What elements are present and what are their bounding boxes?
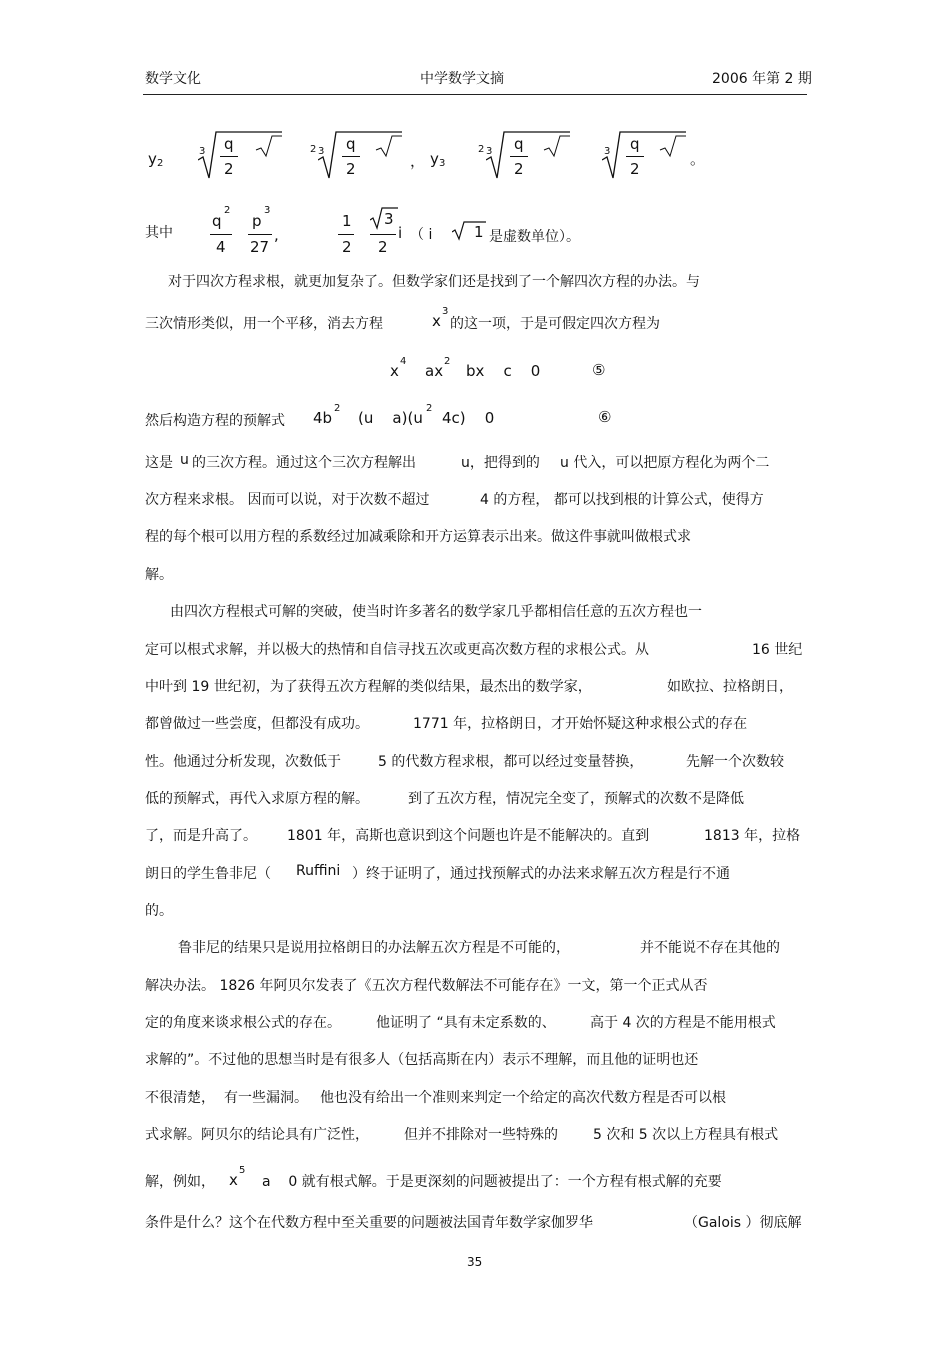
p3-line5b: 5 的代数方程求根，都可以经过变量替换， <box>378 754 644 770</box>
p4-line2: 解决办法。 1826 年阿贝尔发表了《五次方程代数解法不可能存在》一文，第一个正式从否 <box>145 978 708 994</box>
p4-line5a: 不很清楚， <box>145 1090 215 1106</box>
p1-x: x <box>432 312 441 330</box>
header-journal-section: 数学文化 <box>145 71 201 87</box>
p2-line2b: 4 的方程， 都可以找到根的计算公式，使得方 <box>480 492 764 508</box>
omega-one: 1 <box>342 212 352 230</box>
delta-p-sup: 3 <box>264 205 271 216</box>
p3-line3a: 中叶到 19 世纪初，为了获得五次方程解的类似结果，最杰出的数学家， <box>145 679 592 695</box>
root3-index: 3 <box>486 146 493 157</box>
p4-line5b: 有一些漏洞。 <box>224 1090 308 1106</box>
p4-line1b: 并不能说不存在其他的 <box>640 940 780 956</box>
omega-i: i <box>398 224 403 242</box>
p3-line1: 由四次方程根式可解的突破，使当时许多著名的数学家几乎都相信任意的五次方程也一 <box>170 604 702 620</box>
p4-line3b: 他证明了 “具有未定系数的、 <box>376 1015 556 1031</box>
radical-2 <box>318 130 406 182</box>
imag-tail: 是虚数单位）。 <box>489 229 580 245</box>
root3-two: 2 <box>514 160 524 178</box>
p4-line6a: 式求解。阿贝尔的结论具有广泛性， <box>145 1127 369 1143</box>
delta-q-sup: 2 <box>224 205 231 216</box>
eq5-x: x <box>390 362 399 380</box>
eq5-rest: bx c 0 <box>466 362 541 380</box>
radical-3 <box>486 130 574 182</box>
p3-line3b: 如欧拉、拉格朗日， <box>667 679 793 695</box>
omega-sqrt3: 3 <box>384 210 394 228</box>
p4-line3c: 高于 4 次的方程是不能用根式 <box>590 1015 776 1031</box>
p4-line4: 求解的”。不过他的思想当时是有很多人（包括高斯在内）表示不理解，而且他的证明也还 <box>145 1052 699 1068</box>
p4-line7a: 解，例如， <box>145 1174 215 1190</box>
p3-line4b: 1771 年，拉格朗日，才开始怀疑这种求根公式的存在 <box>413 716 748 732</box>
root2-index: 3 <box>318 146 325 157</box>
p3-line8a: 朗日的学生鲁非尼（ <box>145 866 271 882</box>
p1-line2a: 三次情形类似，用一个平移，消去方程 <box>145 316 383 332</box>
eq6-middle: (u a)(u <box>358 409 423 427</box>
root2-omega-index: 2 <box>310 144 317 155</box>
delta-frac1-bar <box>210 234 232 235</box>
omega-two-b: 2 <box>378 238 388 256</box>
p4-line5c: 他也没有给出一个准则来判定一个给定的高次代数方程是否可以根 <box>320 1090 726 1106</box>
p3-line7a: 了，而是升高了。 <box>145 828 257 844</box>
y3-subscript: 3 <box>439 158 446 169</box>
y2-symbol: y <box>148 150 157 168</box>
p3-line7c: 1813 年，拉格 <box>704 828 801 844</box>
p4-line3a: 定的角度来谈求根公式的存在。 <box>145 1015 341 1031</box>
eq5-ax: ax <box>425 362 444 380</box>
header-issue: 2006 年第 2 期 <box>712 71 812 87</box>
p4-x5-sup: 5 <box>239 1165 246 1176</box>
p3-line6b: 到了五次方程，情况完全变了，预解式的次数不是降低 <box>408 791 744 807</box>
p4-x5-x: x <box>229 1171 238 1189</box>
p4-line8b: （Galois ）彻底解 <box>684 1215 802 1231</box>
p1-line2b: 的这一项，于是可假定四次方程为 <box>450 316 660 332</box>
p3-line5c: 先解一个次数较 <box>686 754 784 770</box>
radical-4 <box>602 130 690 182</box>
p4-line6b: 但并不排除对一些特殊的 <box>404 1127 558 1143</box>
delta-p: p <box>252 212 262 230</box>
root2-q: q <box>346 135 356 153</box>
header-rule <box>143 94 807 95</box>
delta-q: q <box>212 212 222 230</box>
root4-two: 2 <box>630 160 640 178</box>
p4-line1a: 鲁非尼的结果只是说用拉格朗日的办法解五次方程是不可能的， <box>178 940 570 956</box>
eq5-sup2: 2 <box>444 356 451 367</box>
omega-frac1-bar <box>338 234 354 235</box>
p3-line5a: 性。他通过分析发现，次数低于 <box>145 754 341 770</box>
p2-line2a: 次方程来求根。 因而可以说，对于次数不超过 <box>145 492 430 508</box>
root3-fraction-bar <box>510 156 528 157</box>
y3-symbol: y <box>430 150 439 168</box>
root3-q: q <box>514 135 524 153</box>
p4-line8a: 条件是什么？这个在代数方程中至关重要的问题被法国青年数学家伽罗华 <box>145 1215 593 1231</box>
root1-fraction-bar <box>220 156 238 157</box>
root2-fraction-bar <box>342 156 360 157</box>
omega-frac2-bar <box>370 234 396 235</box>
header-journal-title: 中学数学文摘 <box>420 71 504 87</box>
eq6-label: 然后构造方程的预解式 <box>145 413 285 429</box>
root3-omega-index: 2 <box>478 144 485 155</box>
p3-line4a: 都曾做过一些尝度，但都没有成功。 <box>145 716 369 732</box>
p2-line1-u3: u 代入，可以把原方程化为两个二 <box>560 455 770 471</box>
eq5-tag: ⑤ <box>592 361 606 379</box>
page-number: 35 <box>467 1255 483 1269</box>
delta-four: 4 <box>216 238 226 256</box>
p3-line2a: 定可以根式求解，并以极大的热情和自信寻找五次或更高次数方程的求根公式。从 <box>145 642 649 658</box>
delta-frac2-bar <box>248 234 272 235</box>
p4-line6c: 5 次和 5 次以上方程具有根式 <box>593 1127 779 1143</box>
comma-separator: ， <box>410 152 426 170</box>
imag-one: 1 <box>474 223 484 241</box>
root1-index: 3 <box>199 146 206 157</box>
formula-period: 。 <box>690 150 706 168</box>
radical-1 <box>198 130 286 182</box>
p3-line7b: 1801 年，高斯也意识到这个问题也许是不能解决的。直到 <box>287 828 650 844</box>
p3-line6a: 低的预解式，再代入求原方程的解。 <box>145 791 369 807</box>
delta-comma: , <box>274 226 279 244</box>
eq6-4b: 4b <box>313 409 333 427</box>
p1-x-sup: 3 <box>442 306 449 317</box>
p3-line8b: Ruffini <box>296 863 341 879</box>
p2-line1-u2: u，把得到的 <box>461 455 540 471</box>
p2-line4: 解。 <box>145 567 173 583</box>
p2-line1a: 这是 <box>145 455 173 471</box>
eq6-sup2b: 2 <box>426 403 433 414</box>
eq6-sup2a: 2 <box>334 403 341 414</box>
root1-q: q <box>224 135 234 153</box>
p3-line9: 的。 <box>145 903 173 919</box>
root4-q: q <box>630 135 640 153</box>
root4-fraction-bar <box>626 156 644 157</box>
y2-subscript: 2 <box>157 158 164 169</box>
p2-line3: 程的每个根可以用方程的系数经过加减乘除和开方运算表示出来。做这件事就叫做根式求 <box>145 529 691 545</box>
root2-two: 2 <box>346 160 356 178</box>
p1-line1: 对于四次方程求根，就更加复杂了。但数学家们还是找到了一个解四次方程的办法。与 <box>168 274 700 290</box>
eq6-tag: ⑥ <box>598 408 612 426</box>
eq5-sup4: 4 <box>400 356 407 367</box>
p3-line2b: 16 世纪 <box>752 642 803 658</box>
root4-index: 3 <box>604 146 611 157</box>
p3-line8c: ）终于证明了，通过找预解式的办法来求解五次方程是行不通 <box>352 866 730 882</box>
p4-line7b: a 0 就有根式解。于是更深刻的问题被提出了：一个方程有根式解的充要 <box>262 1174 722 1190</box>
p2-line1b: 的三次方程。通过这个三次方程解出 <box>192 455 416 471</box>
delta-27: 27 <box>250 238 270 256</box>
imag-paren: （ i <box>410 227 433 243</box>
where-label: 其中 <box>145 225 173 241</box>
omega-two-a: 2 <box>342 238 352 256</box>
eq6-end: 4c) 0 <box>442 409 495 427</box>
root1-two: 2 <box>224 160 234 178</box>
p2-line1-u: u <box>180 452 189 468</box>
